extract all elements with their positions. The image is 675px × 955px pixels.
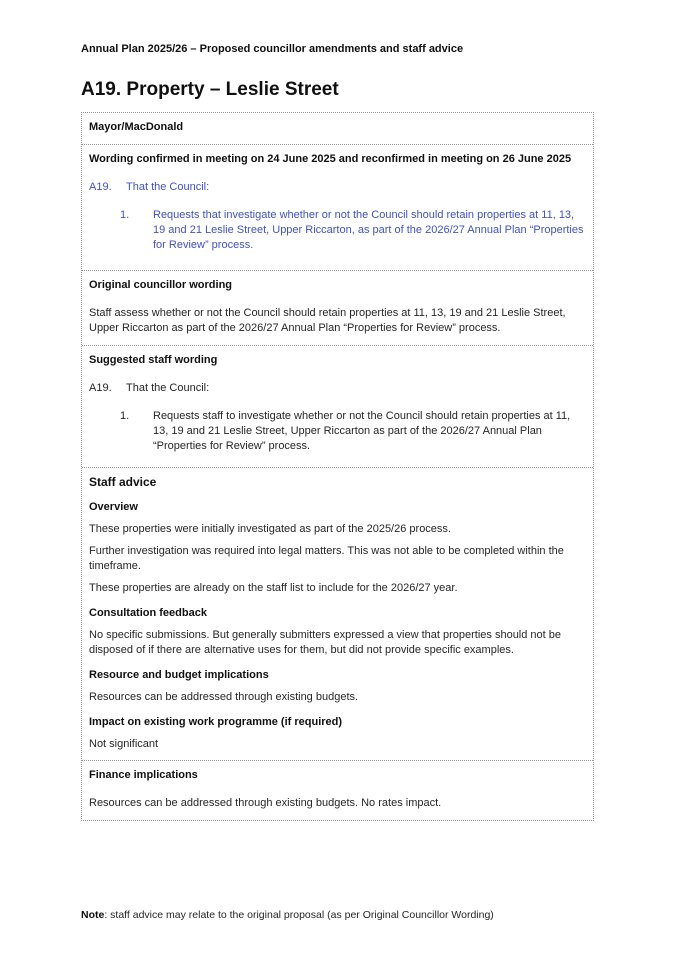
confirmed-wording-heading: Wording confirmed in meeting on 24 June 2025 and reconfirmed in meeting on 26 June 2025 xyxy=(89,153,572,165)
suggested-wording-heading: Suggested staff wording xyxy=(89,354,218,366)
row-original-wording xyxy=(82,270,593,345)
finance-heading: Finance implications xyxy=(89,769,198,781)
suggested-motion-intro-line xyxy=(89,381,586,396)
row-suggested-wording xyxy=(82,345,593,467)
original-wording-body: Staff assess whether or not the Council should retain properties at 11, 13, 19 and 21 Leslie Street, Upper Riccarton as part of the 2026/27 Annual Plan “Properties for Review” process. xyxy=(89,307,566,334)
motion-item-number: 1. xyxy=(120,410,130,422)
advice-subheading-impact: Impact on existing work programme (if required) xyxy=(89,716,343,728)
motion-intro: That the Council: xyxy=(126,382,210,394)
confirmed-motion-intro-line xyxy=(89,180,586,195)
motion-label: A19. xyxy=(89,181,112,193)
proposer-name: Mayor/MacDonald xyxy=(89,121,184,133)
footer-note xyxy=(81,908,594,922)
footer-note-text: : staff advice may relate to the original proposal (as per Original Councillor Wording) xyxy=(104,909,494,921)
suggested-motion-item xyxy=(120,409,586,454)
row-finance-implications xyxy=(82,760,593,820)
advice-paragraph: These properties were initially investigated as part of the 2025/26 process. xyxy=(89,523,451,535)
motion-intro: That the Council: xyxy=(126,181,210,193)
document-header: Annual Plan 2025/26 – Proposed councillor amendments and staff advice xyxy=(81,43,464,55)
row-confirmed-wording xyxy=(82,144,593,270)
advice-paragraph: Not significant xyxy=(89,738,159,750)
motion-item-text: Requests staff to investigate whether or not the Council should retain properties at 11, 13, 19 and 21 Leslie Street, Upper Riccarton as part of the 2026/27 Annual Plan “Properties for Review” process. xyxy=(153,410,571,452)
staff-advice-heading: Staff advice xyxy=(89,475,157,489)
motion-item-text: Requests that investigate whether or not the Council should retain properties at 11, 13, 19 and 21 Leslie Street, Upper Riccarton, as part of the 2026/27 Annual Plan “Properties for Review” process. xyxy=(153,209,584,251)
advice-paragraph: These properties are already on the staff list to include for the 2026/27 year. xyxy=(89,582,458,594)
row-proposer xyxy=(82,113,593,144)
amendment-table xyxy=(81,112,594,821)
motion-label: A19. xyxy=(89,382,112,394)
motion-item-number: 1. xyxy=(120,209,130,221)
row-staff-advice xyxy=(82,467,593,760)
advice-subheading-overview: Overview xyxy=(89,501,138,513)
advice-paragraph: Further investigation was required into legal matters. This was not able to be completed within the timeframe. xyxy=(89,545,564,572)
advice-subheading-consultation: Consultation feedback xyxy=(89,607,207,619)
confirmed-motion-item xyxy=(120,208,586,253)
advice-subheading-resource: Resource and budget implications xyxy=(89,669,269,681)
footer-note-label: Note xyxy=(81,909,105,921)
advice-paragraph: No specific submissions. But generally submitters expressed a view that properties should not be disposed of if there are alternative uses for them, but did not provide specific examples. xyxy=(89,629,562,656)
advice-paragraph: Resources can be addressed through existing budgets. xyxy=(89,691,359,703)
page-title: A19. Property – Leslie Street xyxy=(81,79,339,100)
finance-body: Resources can be addressed through existing budgets. No rates impact. xyxy=(89,797,442,809)
original-wording-heading: Original councillor wording xyxy=(89,279,233,291)
